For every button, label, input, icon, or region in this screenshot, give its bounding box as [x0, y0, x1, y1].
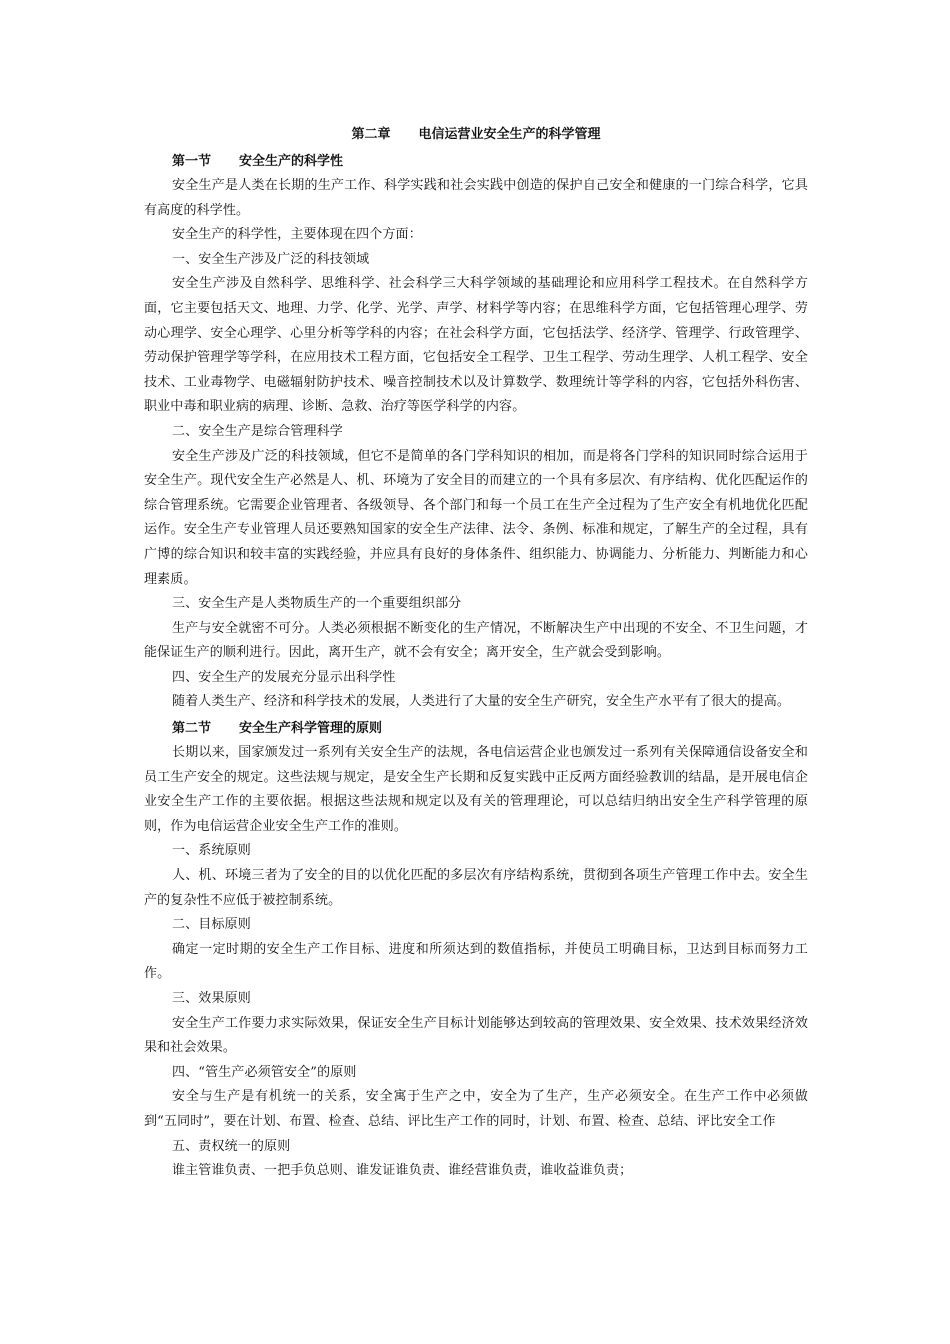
paragraph: 长期以来，国家颁发过一系列有关安全生产的法规，各电信运营企业也颁发过一系列有关保障通信设备安全和员工生产安全的规定。这些法规与规定，是安全生产长期和反复实践中正反两方面经验教训的结晶，是开展电信企业安全生产工作的主要依据。根据这些法规和规定以及有关的管理理论，可以总结归纳出安全生产科学管理的原则，作为电信运营企业安全生产工作的准则。	[144, 745, 808, 834]
paragraph: 安全生产工作要力求实际效果，保证安全生产目标计划能够达到较高的管理效果、安全效果、技术效果经济效果和社会效果。	[144, 1015, 808, 1056]
list-item-heading: 一、系统原则	[172, 843, 251, 859]
section-number: 第二节	[172, 721, 212, 737]
list-item-heading: 一、安全生产涉及广泛的科技领域	[172, 251, 370, 267]
paragraph: 随着人类生产、经济和科学技术的发展，人类进行了大量的安全生产研究，安全生产水平有了很大的提高。	[172, 694, 791, 710]
chapter-title	[144, 122, 808, 148]
section-name: 安全生产科学管理的原则	[239, 721, 383, 737]
paragraph: 安全生产的科学性，主要体现在四个方面：	[172, 227, 422, 243]
list-item-heading: 四、安全生产的发展充分显示出科学性	[172, 669, 396, 685]
list-item-heading: 四、“管生产必须管安全”的原则	[172, 1064, 357, 1080]
section-name: 安全生产的科学性	[239, 154, 344, 169]
paragraph: 安全与生产是有机统一的关系，安全寓于生产之中，安全为了生产，生产必须安全。在生产工作中必须做到“五同时”，要在计划、布置、检查、总结、评比生产工作的同时，计划、布置、检查、总结、评比安全工作	[144, 1089, 808, 1129]
section-title-2	[144, 717, 808, 741]
paragraph: 安全生产涉及自然科学、思维科学、社会科学三大科学领域的基础理论和应用科学工程技术。在自然科学方面，它主要包括天文、地理、力学、化学、光学、声学、材料学等内容；在思维科学方面，它包括管理心理学、劳动心理学、安全心理学、心里分析等学科的内容；在社会科学方面，它包括法学、经济学、管理学、行政管理学、劳动保护管理学等学科，在应用技术工程方面，它包括安全工程学、卫生工程学、劳动生理学、人机工程学、安全技术、工业毒物学、电磁辐射防护技术、噪音控制技术以及计算数学、数理统计等学科的内容，它包括外科伤害、职业中毒和职业病的病理、诊断、急救、治疗等医学科学的内容。	[144, 276, 808, 415]
chapter-number: 第二章	[351, 127, 391, 142]
document-page	[144, 122, 808, 1184]
section-number: 第一节	[172, 154, 212, 169]
list-item-heading: 五、责权统一的原则	[172, 1138, 291, 1154]
paragraph: 生产与安全就密不可分。人类必须根据不断变化的生产情况，不断解决生产中出现的不安全、不卫生问题，才能保证生产的顺利进行。因此，离开生产，就不会有安全；离开安全，生产就会受到影响。	[144, 620, 808, 661]
list-item-heading: 二、安全生产是综合管理科学	[172, 423, 343, 439]
section-title-1	[144, 150, 808, 174]
list-item-heading: 三、安全生产是人类物质生产的一个重要组织部分	[172, 596, 462, 612]
list-item-heading: 三、效果原则	[172, 991, 251, 1006]
paragraph: 安全生产涉及广泛的科技领域，但它不是简单的各门学科知识的相加，而是将各门学科的知识同时综合运用于安全生产。现代安全生产必然是人、机、环境为了安全目的而建立的一个具有多层次、有序结构、优化匹配运作的综合管理系统。它需要企业管理者、各级领导、各个部门和每一个员工在生产全过程为了生产安全有机地优化匹配运作。安全生产专业管理人员还要熟知国家的安全生产法律、法令、条例、标准和规定，了解生产的全过程，具有广博的综合知识和较丰富的实践经验，并应具有良好的身体条件、组织能力、协调能力、分析能力、判断能力和心理素质。	[144, 448, 808, 587]
list-item-heading: 二、目标原则	[172, 917, 251, 933]
paragraph: 确定一定时期的安全生产工作目标、进度和所须达到的数值指标，并使员工明确目标，卫达到目标而努力工作。	[144, 941, 808, 982]
paragraph: 人、机、环境三者为了安全的目的以优化匹配的多层次有序结构系统，贯彻到各项生产管理工作中去。安全生产的复杂性不应低于被控制系统。	[144, 868, 808, 908]
chapter-name: 电信运营业安全生产的科学管理	[418, 127, 601, 142]
paragraph: 安全生产是人类在长期的生产工作、科学实践和社会实践中创造的保护自己安全和健康的一门综合科学，它具有高度的科学性。	[144, 178, 808, 218]
paragraph: 谁主管谁负责、一把手负总则、谁发证谁负责、谁经营谁负责，谁收益谁负责；	[172, 1163, 633, 1179]
